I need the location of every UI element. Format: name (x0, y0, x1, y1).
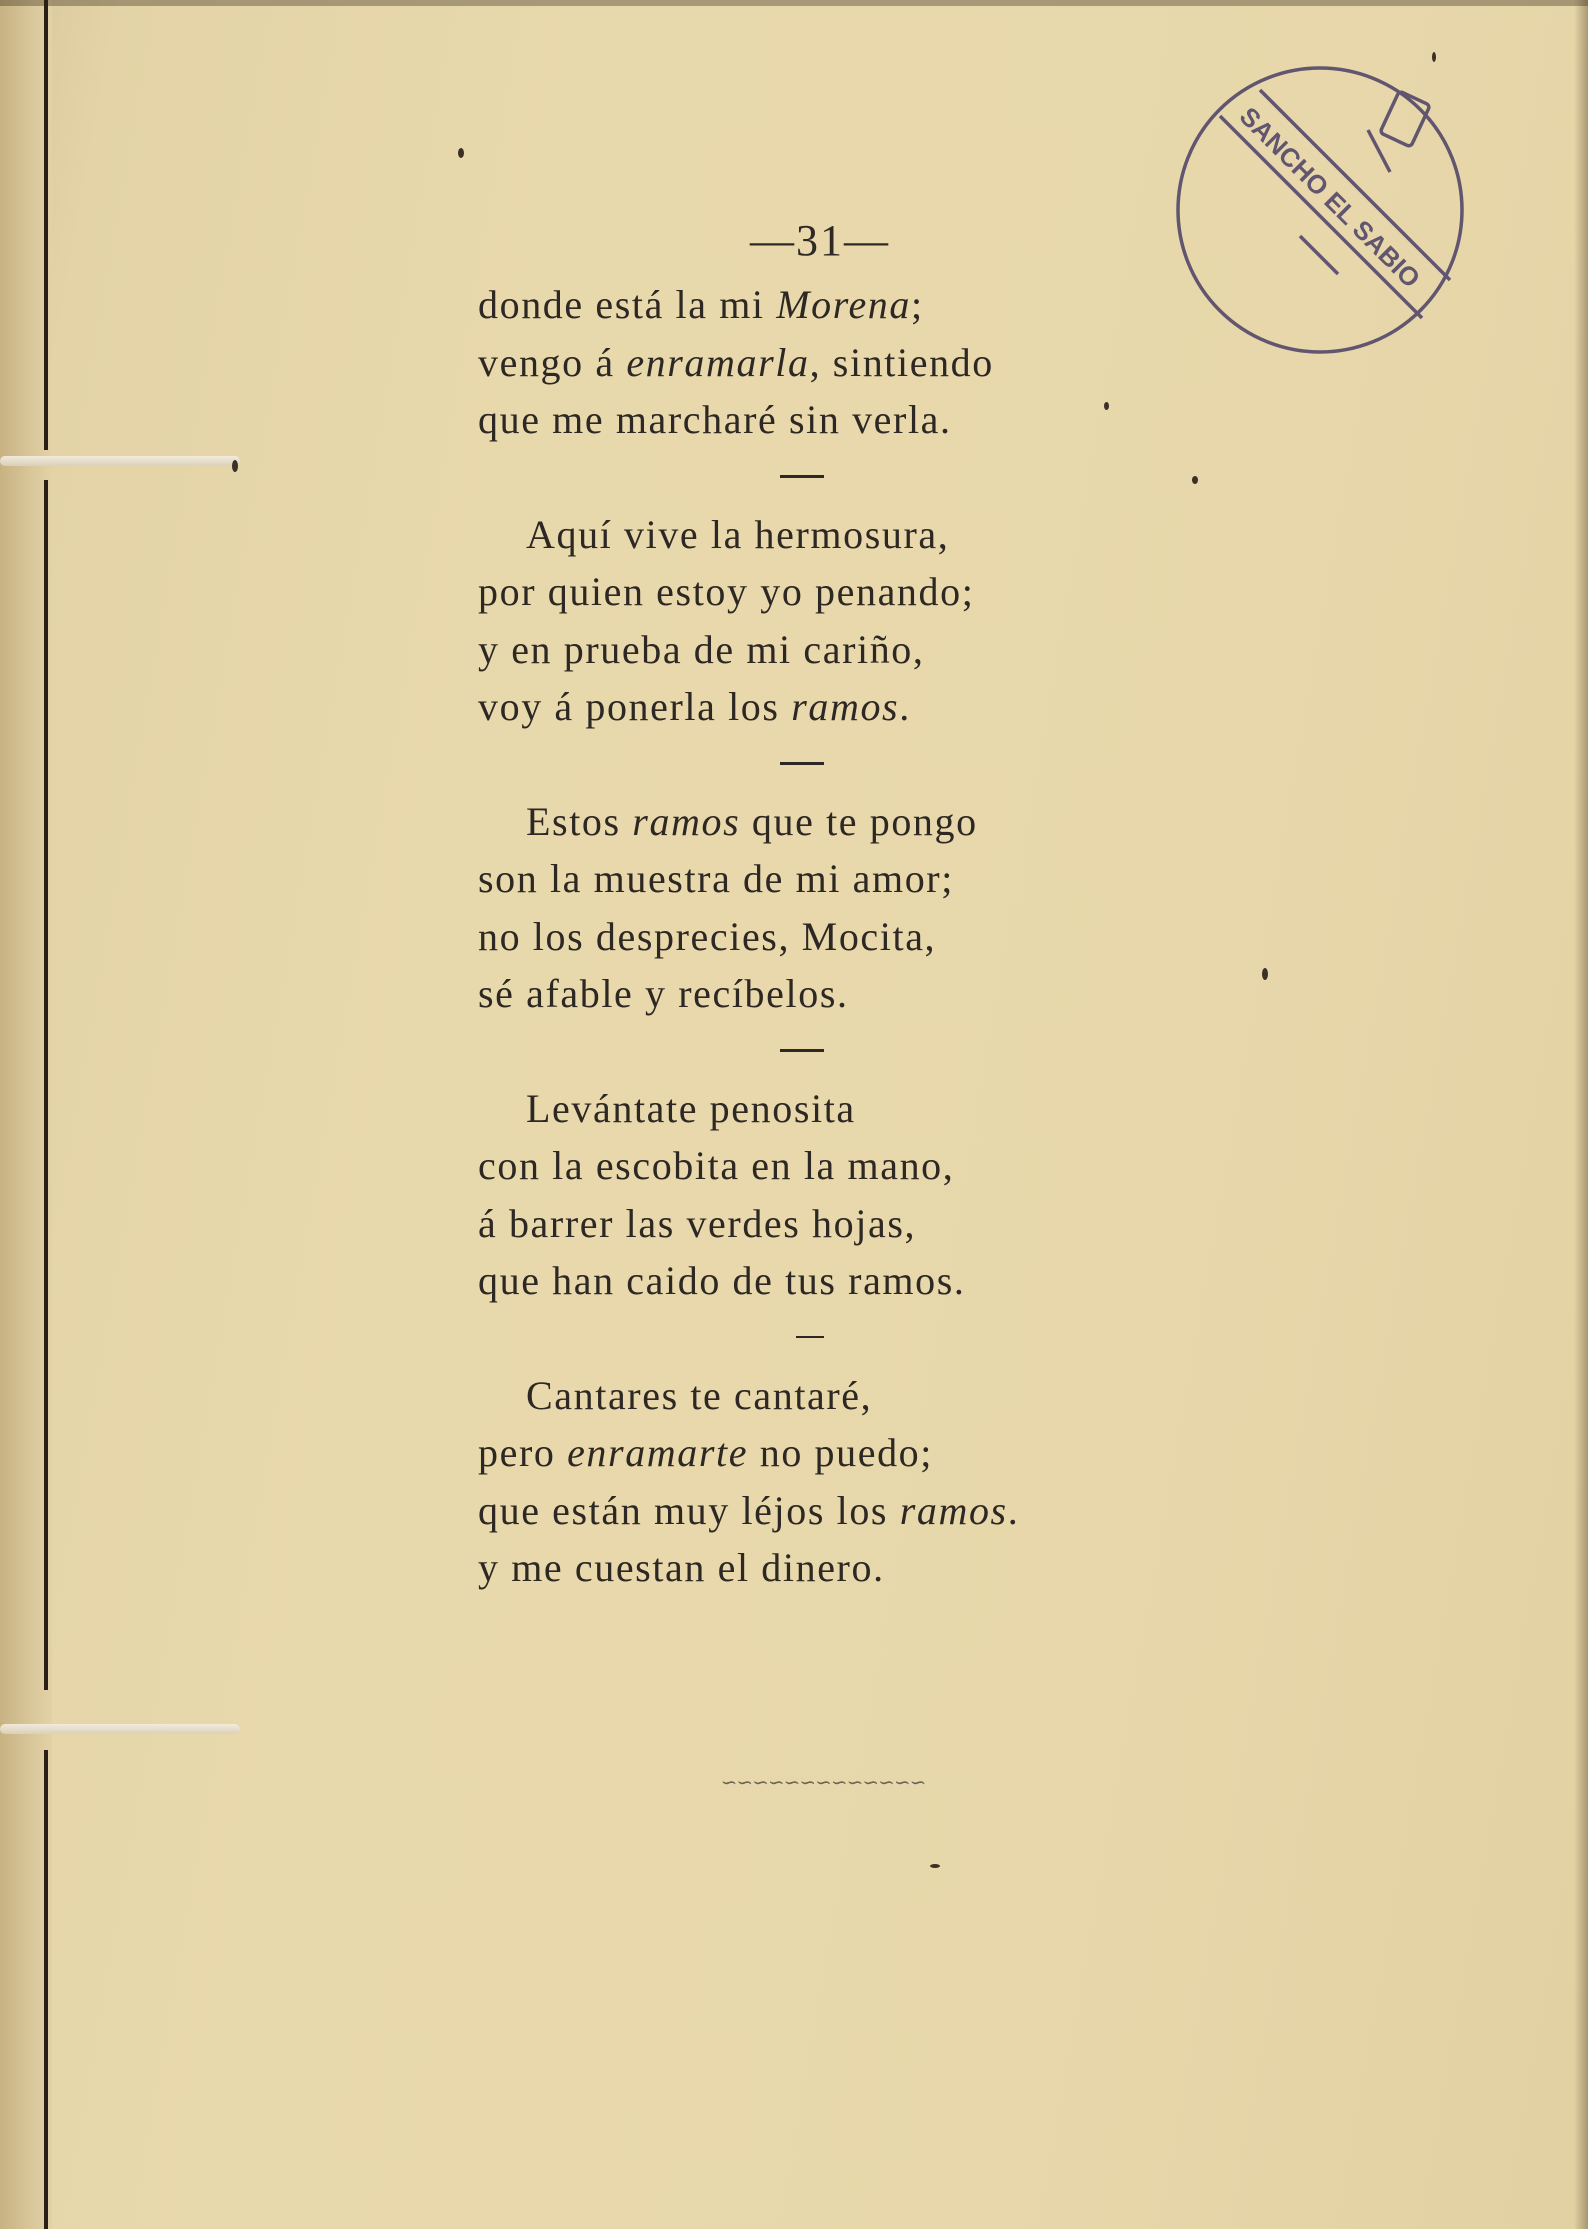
binding-thread (0, 1724, 240, 1734)
binding-thread (0, 456, 240, 466)
paper-speck (1192, 476, 1198, 484)
line-text: con la escobita en la mano, (478, 1143, 955, 1188)
poem-line (478, 334, 1238, 392)
poem-line (478, 793, 1238, 851)
poem-line (478, 1539, 1238, 1597)
line-text: que están muy léjos los (478, 1487, 900, 1533)
poem-line (478, 391, 1238, 449)
poem-line (478, 563, 1238, 621)
line-text: no los desprecies, Mocita, (478, 913, 937, 959)
poem-line (478, 1137, 1238, 1195)
line-text: sé afable y recíbelos. (478, 971, 849, 1016)
poem-line (478, 908, 1238, 966)
spine-binding-line (44, 480, 48, 1690)
poem-line (478, 1367, 1238, 1425)
stamp-ring (1178, 68, 1462, 352)
line-text: Levántate penosita (526, 1085, 856, 1131)
stanza (478, 793, 1238, 1023)
italic-word: enramarla (626, 339, 810, 385)
stanza (478, 1367, 1238, 1597)
stanza (478, 1080, 1238, 1310)
stanza-divider (478, 449, 1238, 506)
library-stamp (1160, 50, 1480, 370)
line-text: son la muestra de mi amor; (478, 856, 954, 901)
page-number: —31— (750, 216, 890, 265)
stamp-text: SANCHO EL SABIO (1233, 101, 1427, 294)
line-text: que han caido de tus ramos. (478, 1258, 966, 1303)
line-text: vengo á (478, 339, 627, 385)
line-text: á barrer las verdes hojas, (478, 1200, 917, 1246)
stanza (478, 276, 1238, 449)
poem-line (478, 1482, 1238, 1540)
poem-line (478, 1080, 1238, 1138)
paper-speck (1104, 402, 1109, 410)
line-text: , sintiendo (809, 339, 994, 385)
line-text: voy á ponerla los (478, 684, 792, 729)
italic-word: ramos (899, 1487, 1008, 1533)
poem-line (478, 1195, 1238, 1253)
poem-line (478, 506, 1238, 564)
paper-speck (1262, 968, 1268, 980)
italic-word: enramarte (567, 1430, 749, 1475)
stanza-divider (478, 1023, 1238, 1080)
poem-line (478, 276, 1238, 334)
line-text: pero (478, 1430, 568, 1475)
stamp-mark (1300, 236, 1338, 274)
poem-line (478, 965, 1238, 1023)
paper-speck (232, 460, 238, 472)
stanza (478, 506, 1238, 736)
line-text: Aquí vive la hermosura, (526, 511, 950, 557)
line-text: no puedo; (748, 1430, 933, 1475)
italic-word: ramos (791, 684, 900, 729)
line-text: Estos (526, 798, 633, 844)
page-edge-shadow (1574, 0, 1588, 2229)
line-text: . (899, 684, 911, 729)
line-text: que me marcharé sin verla. (478, 397, 952, 442)
page-top-edge (0, 0, 1588, 6)
stanza-divider (478, 736, 1238, 793)
poem-line (478, 678, 1238, 736)
line-text: . (1007, 1487, 1020, 1533)
line-text: donde está la mi (478, 282, 777, 327)
italic-word: ramos (632, 798, 741, 844)
poem-text (478, 276, 1238, 1597)
line-text: ; (911, 282, 924, 327)
paper-speck (458, 148, 464, 158)
stamp-emblem-icon (1380, 91, 1430, 147)
paper-speck (930, 1864, 940, 1868)
line-text: que te pongo (740, 798, 978, 844)
line-text: Cantares te cantaré, (526, 1372, 873, 1418)
spine-binding-line (44, 0, 48, 450)
line-text: y me cuestan el dinero. (478, 1545, 885, 1590)
poem-line (478, 850, 1238, 908)
stanza-divider (478, 1310, 1238, 1367)
poem-line (478, 1252, 1238, 1310)
italic-word: Morena (776, 282, 912, 327)
spine-binding-line (44, 1750, 48, 2229)
poem-line (478, 621, 1238, 679)
line-text: por quien estoy yo penando; (478, 569, 975, 614)
paper-speck (1432, 52, 1436, 62)
poem-line (478, 1424, 1238, 1482)
line-text: y en prueba de mi cariño, (478, 626, 925, 672)
stamp-band-line (1220, 116, 1422, 318)
footer-ornament: ∽∽∽∽∽∽∽∽∽∽∽∽∽ (720, 1772, 926, 1794)
